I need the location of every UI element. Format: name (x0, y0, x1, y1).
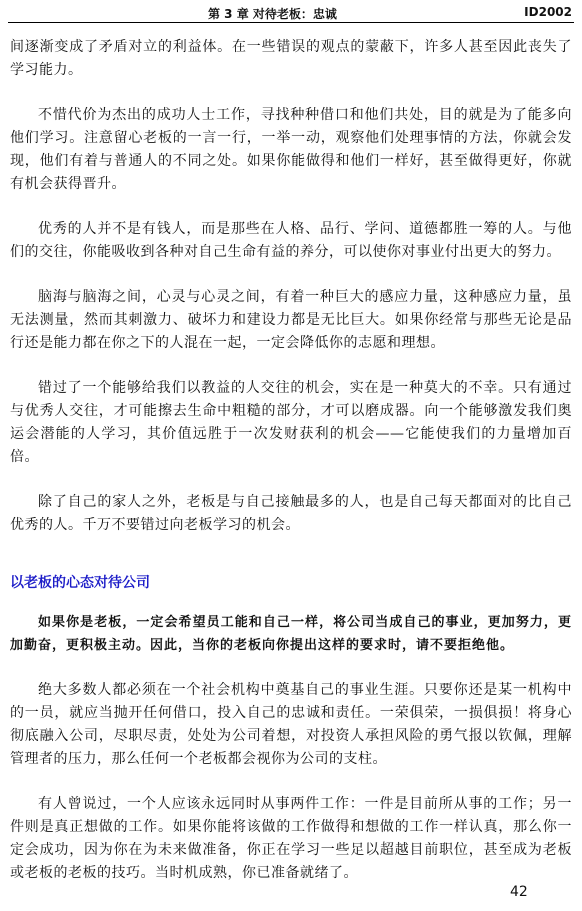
page-content (10, 36, 572, 907)
paragraph: 优秀的人并不是有钱人，而是那些在人格、品行、学问、道德都胜一筹的人。与他们的交往，你能吸收到各种对自己生命有益的养分，可以使你对事业付出更大的努力。 (10, 221, 572, 260)
chapter-title: 第 3 章 对待老板：忠诚 (208, 7, 337, 21)
paragraph: 有人曾说过，一个人应该永远同时从事两件工作：一件是目前所从事的工作；另一件则是真正想做的工作。如果你能将该做的工作做得和想做的工作一样认真，那么你一定会成功，因为你在为未来做准备，你正在学习一些足以超越目前职位，甚至成为老板或老板的老板的技巧。当时机成熟，你已准备就绪了。 (10, 796, 572, 881)
paragraph: 错过了一个能够给我们以教益的人交往的机会，实在是一种莫大的不幸。只有通过与优秀人交往，才可能擦去生命中粗糙的部分，才可以磨成器。向一个能够激发我们奥运会潜能的人学习，其价值远胜于一次发财获利的机会——它能使我们的力量增加百倍。 (10, 380, 572, 465)
page-number: 42 (510, 884, 528, 900)
highlight-quote: 如果你是老板，一定会希望员工能和自己一样，将公司当成自己的事业，更加努力，更加勤奋，更积极主动。因此，当你的老板向你提出这样的要求时，请不要拒绝他。 (10, 615, 572, 653)
section-heading: 以老板的心态对待公司 (10, 575, 150, 591)
paragraph: 除了自己的家人之外，老板是与自己接触最多的人，也是自己每天都面对的比自己优秀的人。千万不要错过向老板学习的机会。 (10, 494, 572, 533)
paragraph: 脑海与脑海之间，心灵与心灵之间，有着一种巨大的感应力量，这种感应力量，虽无法测量，然而其刺激力、破坏力和建设力都是无比巨大。如果你经常与那些无论是品行还是能力都在你之下的人混在一起，一定会降低你的志愿和理想。 (10, 289, 572, 351)
paragraph: 绝大多数人都必须在一个社会机构中奠基自己的事业生涯。只要你还是某一机构中的一员，就应当抛开任何借口，投入自己的忠诚和责任。一荣俱荣，一损俱损！将身心彻底融入公司，尽职尽责，处处为公司着想，对投资人承担风险的勇气报以钦佩，理解管理者的压力，那么任何一个老板都会视你为公司的支柱。 (10, 682, 572, 767)
paragraph: 间逐渐变成了矛盾对立的利益体。在一些错误的观点的蒙蔽下，许多人甚至因此丧失了学习能力。 (10, 39, 572, 78)
paragraph: 不惜代价为杰出的成功人士工作，寻找种种借口和他们共处，目的就是为了能多向他们学习。注意留心老板的一言一行，一举一动，观察他们处理事情的方法，你就会发现，他们有着与普通人的不同之处。如果你能做得和他们一样好，甚至做得更好，你就有机会获得晋升。 (10, 107, 572, 192)
page-header (8, 0, 574, 23)
document-id: ID2002 (524, 5, 572, 19)
